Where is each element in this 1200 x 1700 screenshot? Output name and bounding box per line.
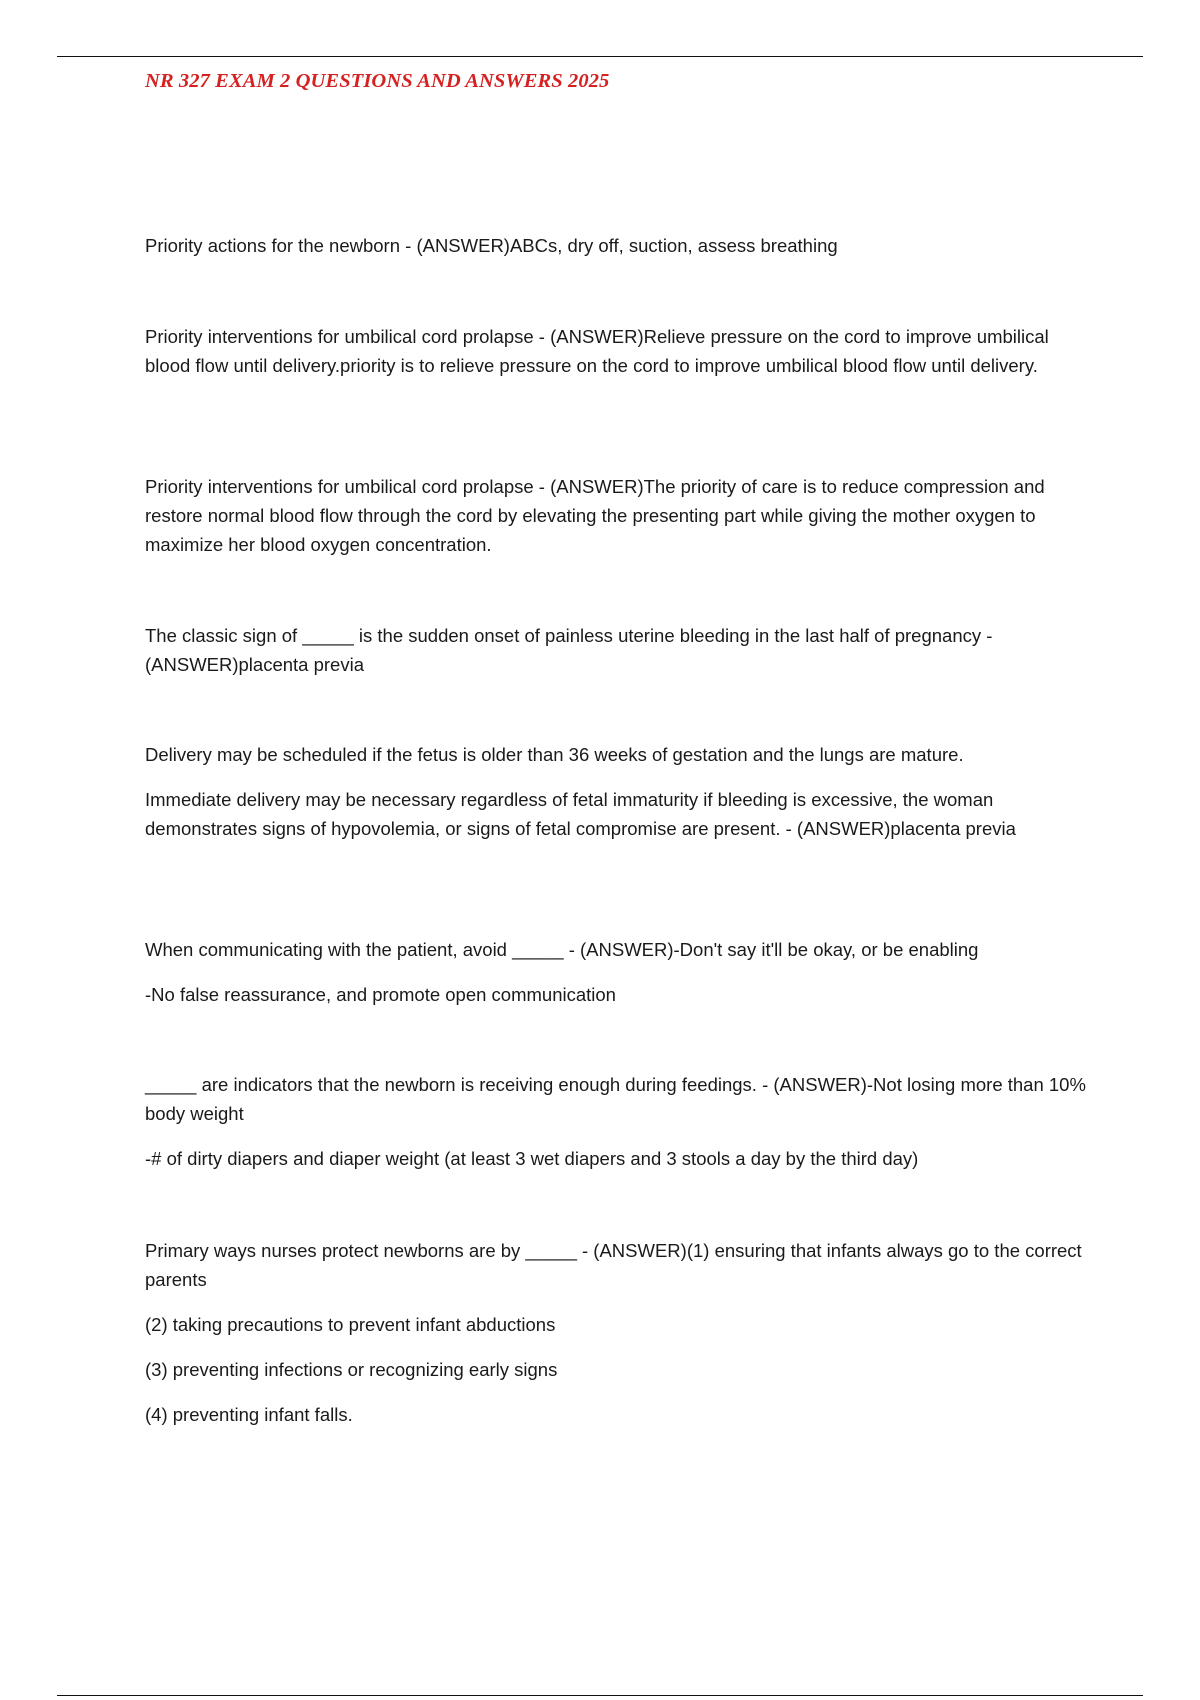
qa-paragraph: Priority interventions for umbilical cord prolapse - (ANSWER)The priority of care is to reduce compression and restore normal blood flow through the cord by elevating the presenting part while giving the mother oxygen to maximize her blood oxygen concentration. — [145, 476, 1045, 555]
qa-paragraph: Immediate delivery may be necessary regardless of fetal immaturity if bleeding is excessive, the woman demonstrates signs of hypovolemia, or signs of fetal compromise are present. - (ANSWER)placenta previa — [145, 789, 1016, 839]
qa-paragraph: Primary ways nurses protect newborns are by _____ - (ANSWER)(1) ensuring that infants always go to the correct parents — [145, 1240, 1082, 1290]
document-title: NR 327 EXAM 2 QUESTIONS AND ANSWERS 2025 — [145, 70, 610, 92]
qa-paragraph: (4) preventing infant falls. — [145, 1404, 353, 1425]
qa-item — [145, 935, 1090, 1009]
qa-paragraph: -No false reassurance, and promote open communication — [145, 984, 616, 1005]
qa-paragraph: Priority interventions for umbilical cord prolapse - (ANSWER)Relieve pressure on the cord to improve umbilical blood flow until delivery.priority is to relieve pressure on the cord to improve umbilical blood flow until delivery. — [145, 326, 1049, 376]
qa-paragraph: (2) taking precautions to prevent infant abductions — [145, 1314, 556, 1335]
qa-item — [145, 740, 1090, 843]
qa-paragraph: _____ are indicators that the newborn is receiving enough during feedings. - (ANSWER)-Not losing more than 10% body weight — [145, 1074, 1086, 1124]
qa-item — [145, 472, 1090, 559]
qa-paragraph: Delivery may be scheduled if the fetus is older than 36 weeks of gestation and the lungs are mature. — [145, 744, 964, 765]
header-rule — [57, 56, 1143, 57]
qa-item — [145, 322, 1090, 380]
qa-paragraph: -# of dirty diapers and diaper weight (at least 3 wet diapers and 3 stools a day by the third day) — [145, 1148, 919, 1169]
qa-paragraph: (3) preventing infections or recognizing early signs — [145, 1359, 558, 1380]
qa-item — [145, 231, 1090, 260]
qa-paragraph: When communicating with the patient, avoid _____ - (ANSWER)-Don't say it'll be okay, or be enabling — [145, 939, 979, 960]
qa-paragraph: Priority actions for the newborn - (ANSWER)ABCs, dry off, suction, assess breathing — [145, 235, 838, 256]
qa-item — [145, 1070, 1090, 1173]
qa-item — [145, 1236, 1090, 1429]
qa-paragraph: The classic sign of _____ is the sudden onset of painless uterine bleeding in the last half of pregnancy - (ANSWER)placenta previa — [145, 625, 993, 675]
footer-rule — [57, 1695, 1143, 1696]
qa-item — [145, 621, 1090, 679]
